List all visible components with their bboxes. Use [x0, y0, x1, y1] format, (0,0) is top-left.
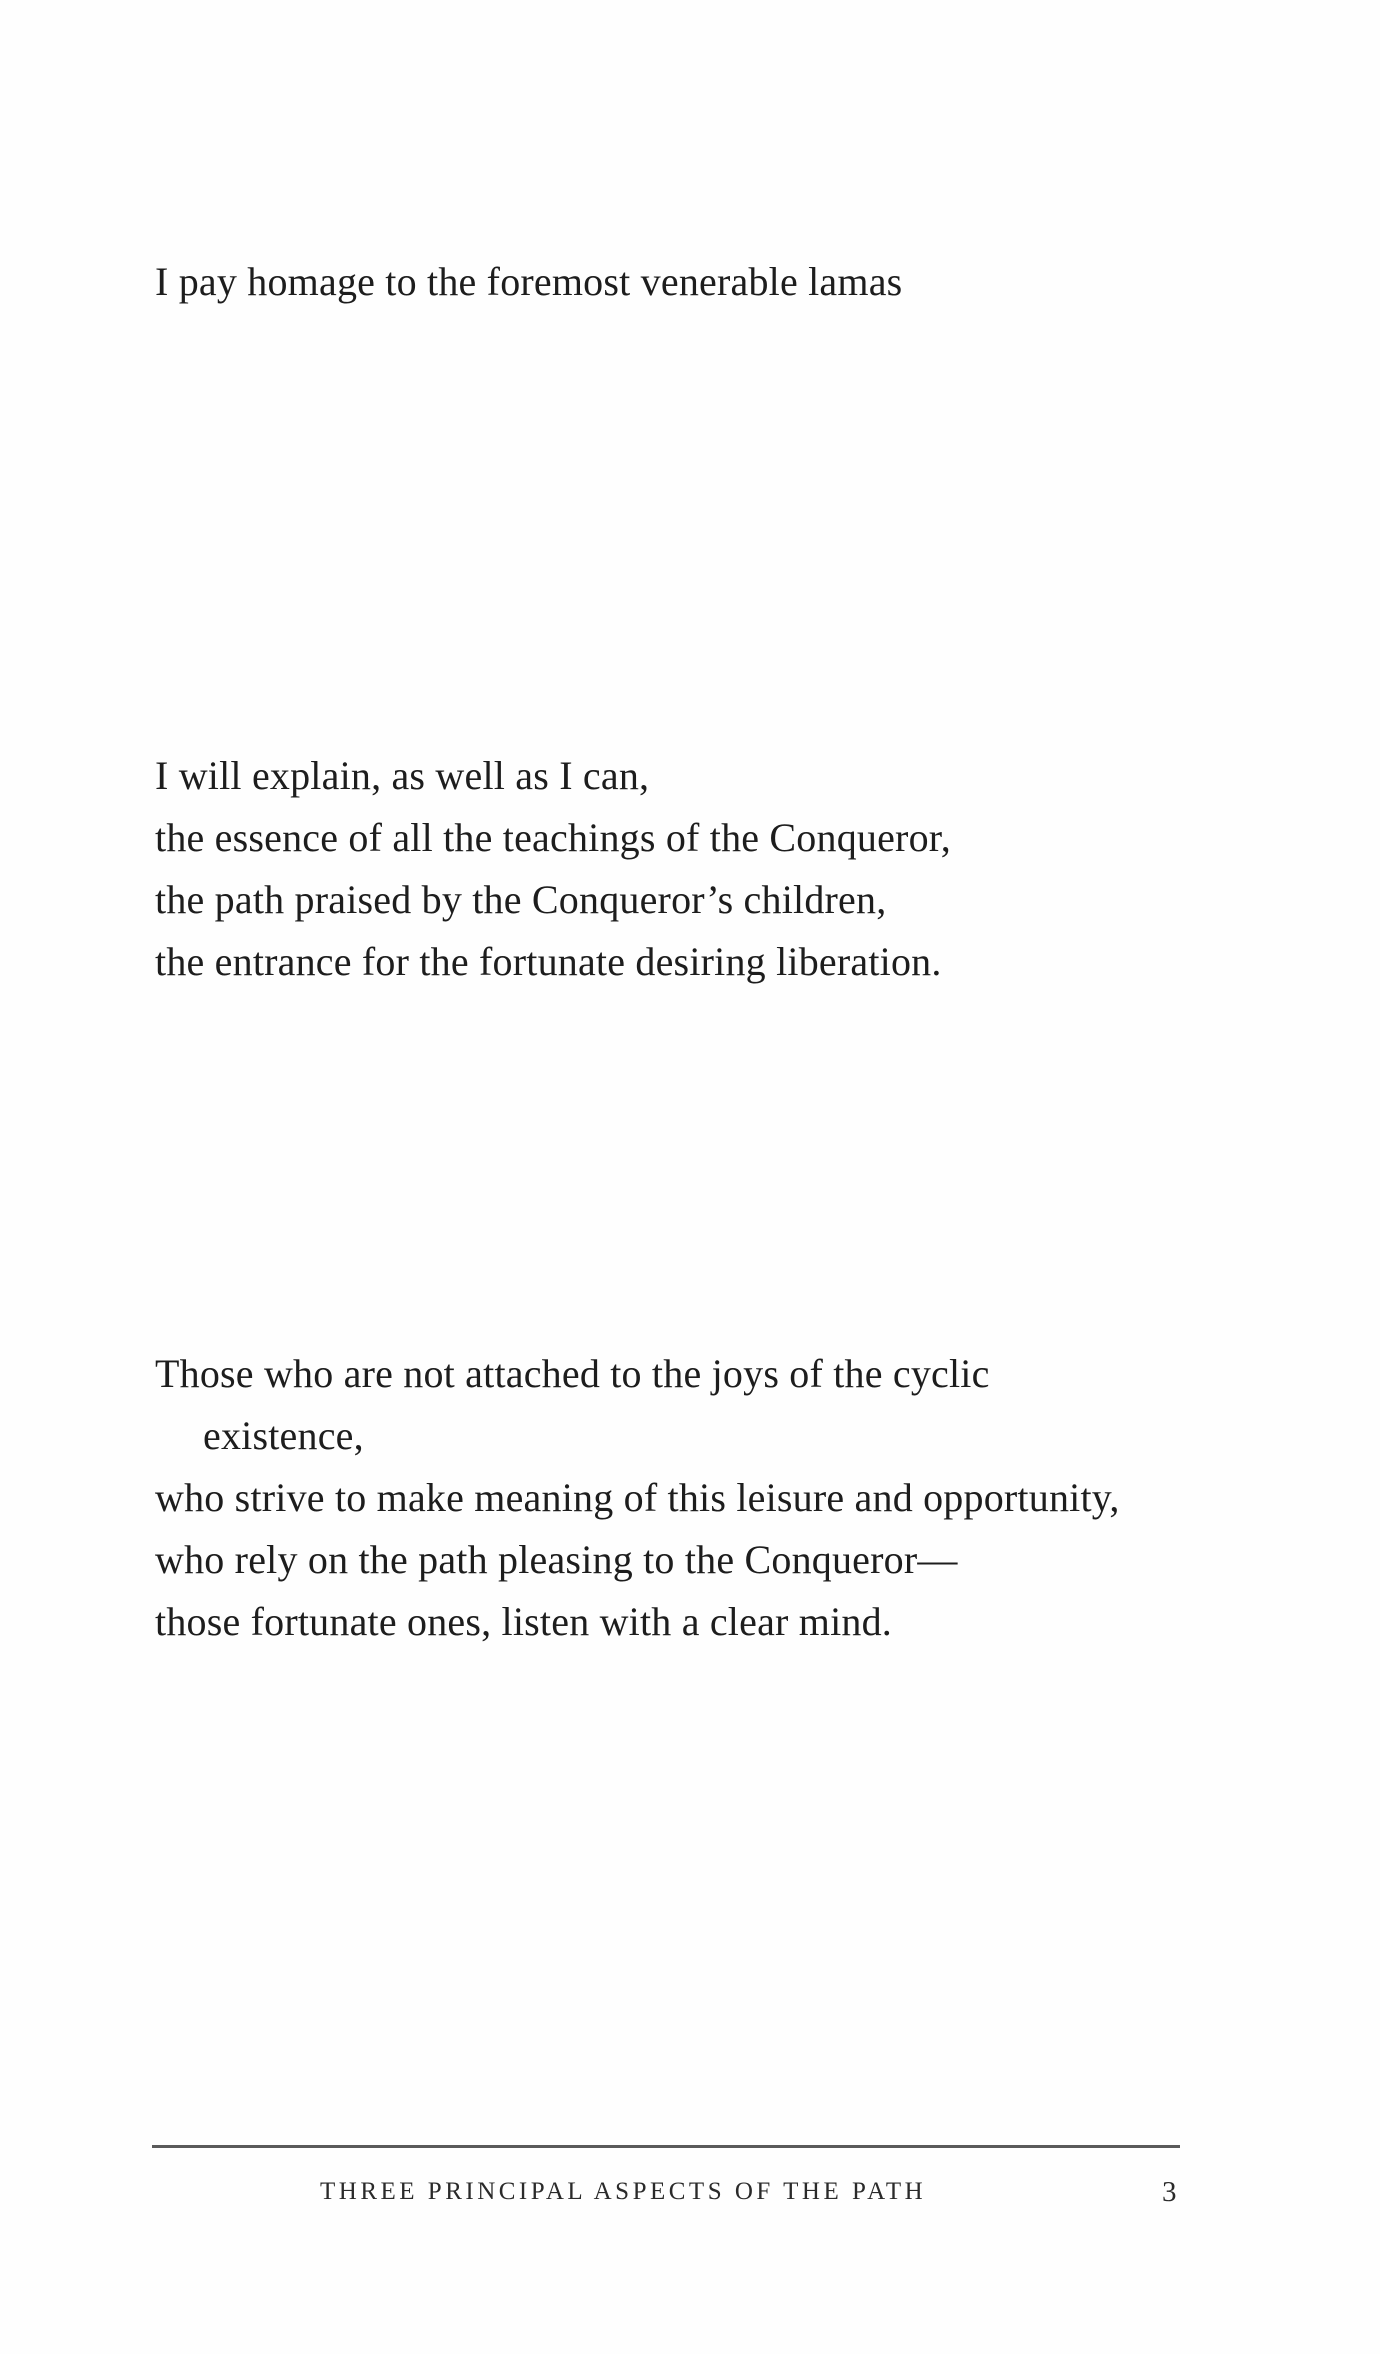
verse-line: who rely on the path pleasing to the Conqueror— [155, 1537, 958, 1582]
verse-line-continuation: existence, [203, 1413, 364, 1458]
verse-line: the essence of all the teachings of the Conqueror, [155, 815, 951, 860]
running-head: THREE PRINCIPAL ASPECTS OF THE PATH [320, 2178, 927, 2205]
verse-line: those fortunate ones, listen with a clear mind. [155, 1599, 892, 1644]
verse-line: Those who are not attached to the joys of the cyclic [155, 1351, 990, 1396]
page-number: 3 [1162, 2176, 1177, 2208]
verse-line: who strive to make meaning of this leisure and opportunity, [155, 1475, 1120, 1520]
verse-line: the path praised by the Conqueror’s children, [155, 877, 887, 922]
footer-rule [152, 2145, 1180, 2148]
verse-line: I will explain, as well as I can, [155, 753, 650, 798]
verse-line: I pay homage to the foremost venerable lamas [155, 259, 903, 304]
verse-line: the entrance for the fortunate desiring liberation. [155, 939, 942, 984]
